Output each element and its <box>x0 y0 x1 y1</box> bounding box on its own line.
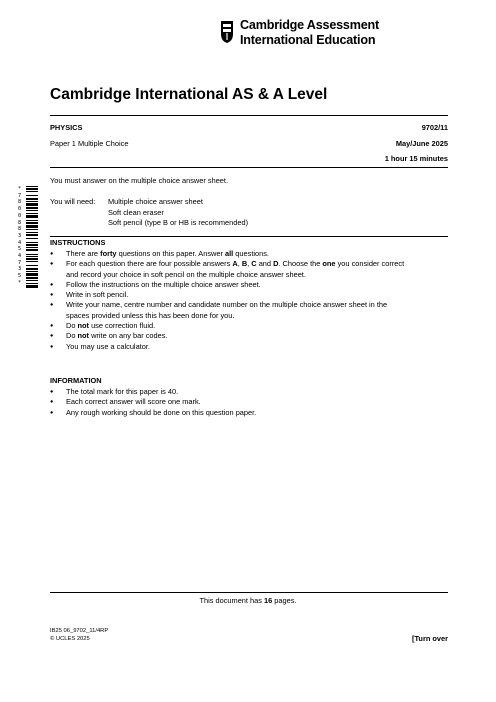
footer-rule <box>50 592 448 593</box>
instruction-item: ● Write in soft pencil. <box>50 290 404 300</box>
instruction-item: ● For each question there are four possible answers A, B, C and D. Choose the one you consider correct and record your choice in soft pencil on the multiple choice answer sheet. <box>50 259 404 280</box>
barcode-icon <box>26 186 38 288</box>
header-rule <box>50 167 448 168</box>
pages-prefix: This document has <box>199 596 264 605</box>
paper-component: Paper 1 Multiple Choice <box>50 139 129 148</box>
information-item: ● Any rough working should be done on this question paper. <box>50 408 256 418</box>
duration: 1 hour 15 minutes <box>384 154 448 163</box>
top-rule <box>50 115 448 116</box>
logo-text <box>240 18 379 48</box>
copyright: © UCLES 2025 <box>50 636 90 642</box>
org-line-1: Cambridge Assessment <box>240 18 380 32</box>
crest-icon <box>220 20 234 44</box>
instruction-item: ● Write your name, centre number and candidate number on the multiple choice answer sheet in the spaces provided unless this has been done for you. <box>50 300 404 321</box>
instruction-item: ● Do not use correction fluid. <box>50 321 404 331</box>
materials-label: You will need: <box>50 197 96 206</box>
information-list <box>50 387 256 418</box>
material-item: Soft pencil (type B or HB is recommended) <box>108 218 249 227</box>
answer-sheet-note: You must answer on the multiple choice answer sheet. <box>50 176 229 185</box>
barcode-digits: * 7 8 0 0 8 8 3 4 5 4 7 3 5 * <box>17 186 22 286</box>
paper-code: 9702/11 <box>421 123 448 132</box>
instruction-item: ● Follow the instructions on the multiple choice answer sheet. <box>50 280 404 290</box>
instruction-item: ● Do not write on any bar codes. <box>50 331 404 341</box>
information-item: ● The total mark for this paper is 40. <box>50 387 256 397</box>
turn-over: [Turn over <box>412 634 448 643</box>
page-count <box>0 596 496 607</box>
cambridge-logo <box>220 18 380 54</box>
document-ref: IB25 06_9702_11/4RP <box>50 628 109 634</box>
material-item: Soft clean eraser <box>108 207 164 217</box>
subject: PHYSICS <box>50 123 83 132</box>
instructions-list <box>50 249 404 352</box>
information-heading: INFORMATION <box>50 376 102 385</box>
material-item: Multiple choice answer sheet <box>108 197 203 206</box>
instruction-item: ● You may use a calculator. <box>50 342 404 352</box>
instructions-rule <box>50 236 448 237</box>
pages-count: 16 <box>264 596 273 605</box>
pages-suffix: pages. <box>272 596 297 605</box>
information-item: ● Each correct answer will score one mark. <box>50 397 256 407</box>
instruction-continuation: and record your choice in soft pencil on the multiple choice answer sheet. <box>66 269 306 279</box>
session: May/June 2025 <box>395 139 448 148</box>
instructions-heading: INSTRUCTIONS <box>50 238 106 247</box>
materials <box>50 197 248 229</box>
org-line-2: International Education <box>240 33 376 47</box>
instruction-item: ● There are forty questions on this paper. Answer all questions. <box>50 249 404 259</box>
qualification-title: Cambridge International AS & A Level <box>50 86 328 103</box>
instruction-continuation: spaces provided unless this has been done for you. <box>66 310 235 320</box>
